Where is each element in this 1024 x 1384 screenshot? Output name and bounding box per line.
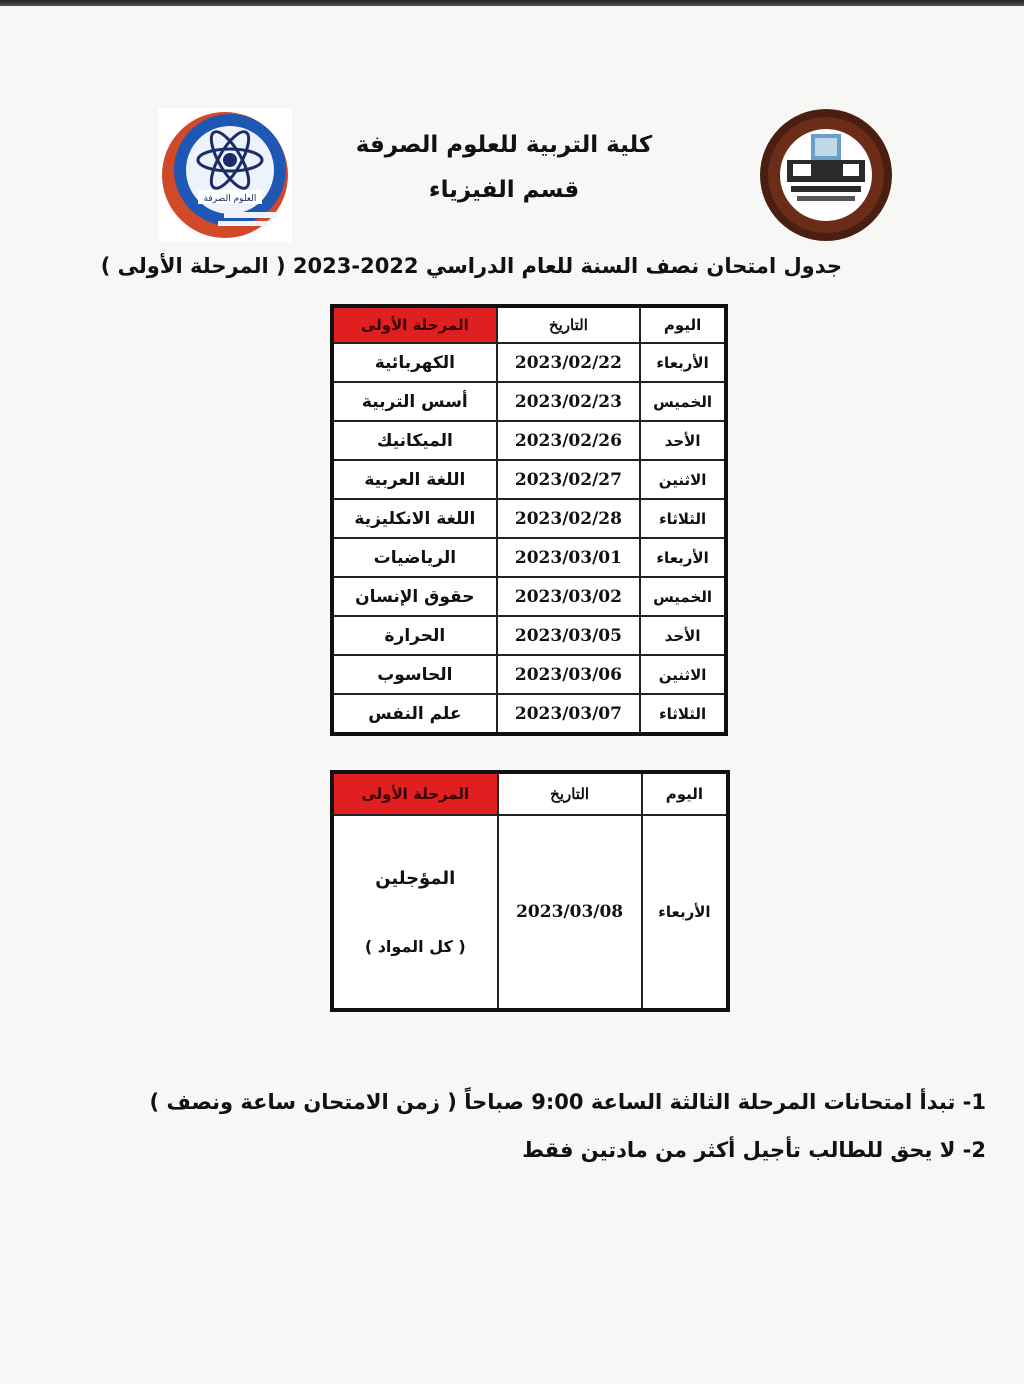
date-cell: 2023/02/27 <box>497 460 640 499</box>
department-name: قسم الفيزياء <box>428 177 580 203</box>
day-cell: الأربعاء <box>640 343 726 382</box>
subject-cell: الميكانيك <box>332 421 497 460</box>
day-cell: الأحد <box>640 421 726 460</box>
table-row <box>332 421 726 460</box>
day-cell: الثلاثاء <box>640 694 726 734</box>
table-header-row <box>332 306 726 343</box>
table-row <box>332 815 728 1010</box>
postponed-label: المؤجلين <box>375 868 456 889</box>
header-stage: المرحلة الأولى <box>332 306 497 343</box>
table-row <box>332 694 726 734</box>
subject-cell: الحرارة <box>332 616 497 655</box>
university-logo-icon <box>757 106 895 244</box>
date-cell: 2023/02/23 <box>497 382 640 421</box>
note-item: 2- لا يحق للطالب تأجيل أكثر من مادتين فقط <box>522 1138 986 1162</box>
day-cell: الأربعاء <box>642 815 728 1010</box>
header-day: اليوم <box>640 306 726 343</box>
table-row <box>332 382 726 421</box>
day-cell: الأحد <box>640 616 726 655</box>
day-cell: الأربعاء <box>640 538 726 577</box>
date-cell: 2023/02/22 <box>497 343 640 382</box>
day-cell: الخميس <box>640 577 726 616</box>
note-item: 1- تبدأ امتحانات المرحلة الثالثة الساعة 9:00 صباحاً ( زمن الامتحان ساعة ونصف ) <box>149 1090 986 1114</box>
table-row <box>332 538 726 577</box>
header-day: اليوم <box>642 772 728 815</box>
exam-schedule-table <box>330 304 728 736</box>
date-cell: 2023/02/26 <box>497 421 640 460</box>
subject-cell: الرياضيات <box>332 538 497 577</box>
date-cell: 2023/03/07 <box>497 694 640 734</box>
day-cell: الثلاثاء <box>640 499 726 538</box>
date-cell: 2023/02/28 <box>497 499 640 538</box>
header-stage: المرحلة الأولى <box>332 772 498 815</box>
notes-list <box>149 1090 986 1186</box>
header-date: التاريخ <box>498 772 642 815</box>
date-cell: 2023/03/02 <box>497 577 640 616</box>
postponed-exam-table <box>330 770 730 1012</box>
day-cell: الاثنين <box>640 460 726 499</box>
subject-cell: الحاسوب <box>332 655 497 694</box>
day-cell: الخميس <box>640 382 726 421</box>
table-row <box>332 655 726 694</box>
date-cell: 2023/03/01 <box>497 538 640 577</box>
table-row <box>332 616 726 655</box>
day-cell: الاثنين <box>640 655 726 694</box>
subject-cell <box>332 815 498 1010</box>
subject-cell: حقوق الإنسان <box>332 577 497 616</box>
college-name: كلية التربية للعلوم الصرفة <box>355 132 653 158</box>
header-date: التاريخ <box>497 306 640 343</box>
table-header-row <box>332 772 728 815</box>
all-subjects-label: ( كل المواد ) <box>364 937 466 956</box>
table-row <box>332 499 726 538</box>
page-top-edge <box>0 0 1024 6</box>
subject-cell: اللغة العربية <box>332 460 497 499</box>
subject-cell: الكهربائية <box>332 343 497 382</box>
table-row <box>332 577 726 616</box>
table-row <box>332 343 726 382</box>
atom-logo-icon <box>158 108 292 242</box>
date-cell: 2023/03/08 <box>498 815 642 1010</box>
subject-cell: أسس التربية <box>332 382 497 421</box>
schedule-title: جدول امتحان نصف السنة للعام الدراسي 2022-2023 ( المرحلة الأولى ) <box>100 254 842 278</box>
subject-cell: اللغة الانكليزية <box>332 499 497 538</box>
subject-cell: علم النفس <box>332 694 497 734</box>
date-cell: 2023/03/06 <box>497 655 640 694</box>
date-cell: 2023/03/05 <box>497 616 640 655</box>
logo-left-text: العلوم الصرفة <box>203 194 257 204</box>
table-row <box>332 460 726 499</box>
